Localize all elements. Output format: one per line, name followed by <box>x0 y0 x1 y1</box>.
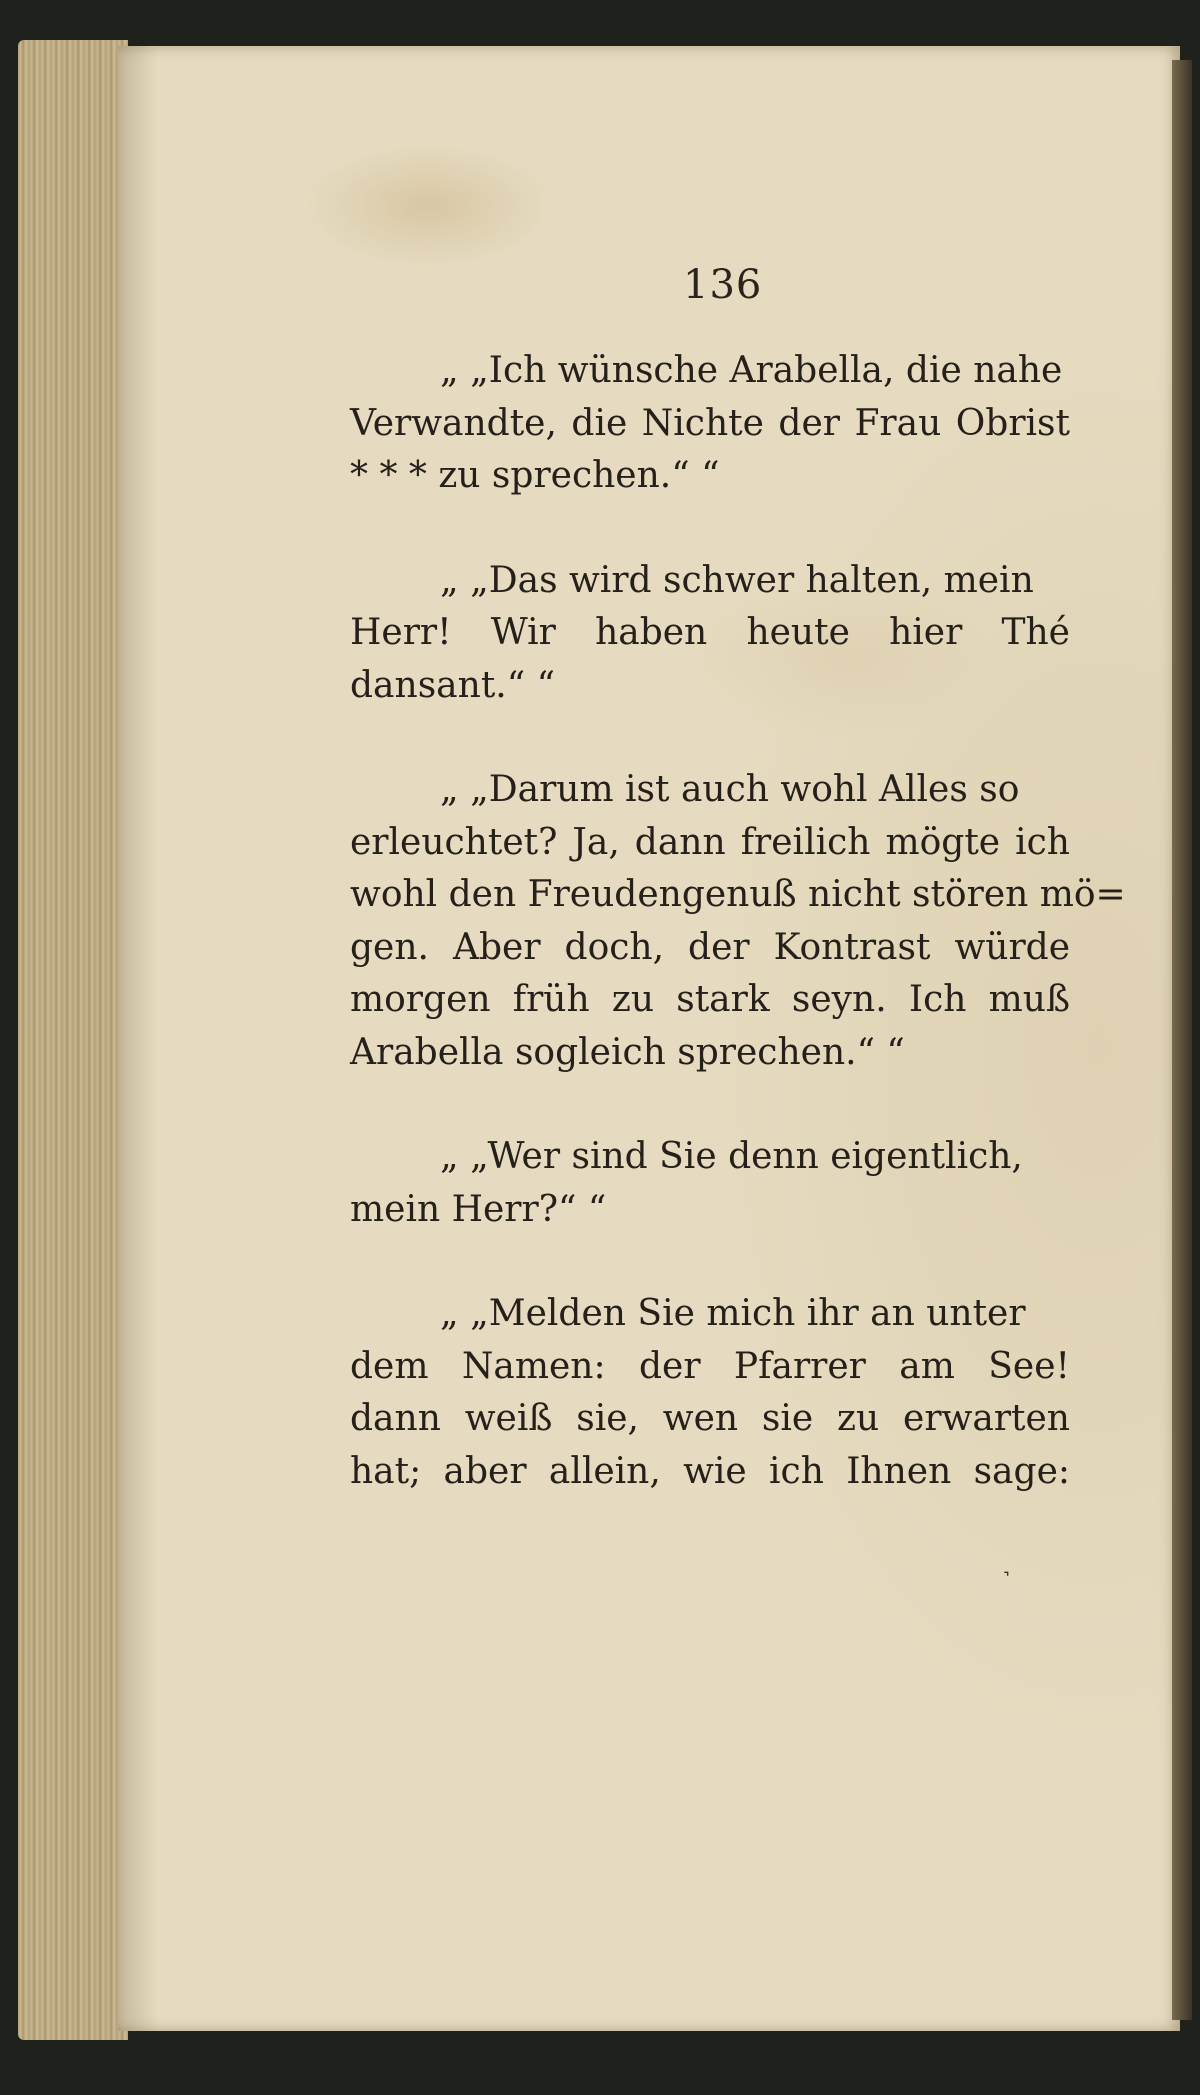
body-text <box>350 345 1126 1498</box>
page-number: 136 <box>683 262 763 308</box>
text-line: erleuchtet? Ja, dann freilich mögte ich <box>350 821 1070 863</box>
text-line: gen. Aber doch, der Kontrast würde <box>350 926 1070 968</box>
text-line: „ „Wer sind Sie denn eigentlich, <box>440 1136 1023 1177</box>
text-line: dem Namen: der Pfarrer am See! <box>350 1345 1070 1387</box>
text-line: „ „Darum ist auch wohl Alles so <box>440 769 1020 810</box>
text-line: Herr! Wir haben heute hier Thé <box>350 612 1070 653</box>
text-line: hat; aber allein, wie ich Ihnen sage: <box>350 1450 1070 1492</box>
paragraph-1 <box>350 345 1070 503</box>
text-line: wohl den Freudengenuß nicht stören mö= <box>350 874 1126 915</box>
page-edges <box>18 40 128 2040</box>
text-line: „ „Das wird schwer halten, mein <box>440 559 1034 601</box>
paragraph-3 <box>350 764 1126 1079</box>
paragraph-5 <box>350 1288 1070 1498</box>
paragraph-4 <box>350 1131 1070 1236</box>
text-line: dann weiß sie, wen sie zu erwarten <box>350 1398 1070 1439</box>
paragraph-2 <box>350 555 1070 713</box>
text-line: morgen früh zu stark seyn. Ich muß <box>350 979 1070 1020</box>
text-line: dansant.“ “ <box>350 664 555 706</box>
facing-page-edge <box>1172 60 1192 2020</box>
text-line: Verwandte, die Nichte der Frau Obrist <box>350 402 1070 444</box>
text-line: „ „Melden Sie mich ihr an unter <box>440 1293 1026 1334</box>
text-line: mein Herr?“ “ <box>350 1188 607 1230</box>
text-line: „ „Ich wünsche Arabella, die nahe <box>440 350 1063 391</box>
text-line: * * * zu sprechen.“ “ <box>350 455 720 496</box>
pen-mark: ˺ <box>1002 1566 1011 1596</box>
text-line: Arabella sogleich sprechen.“ “ <box>350 1031 905 1073</box>
